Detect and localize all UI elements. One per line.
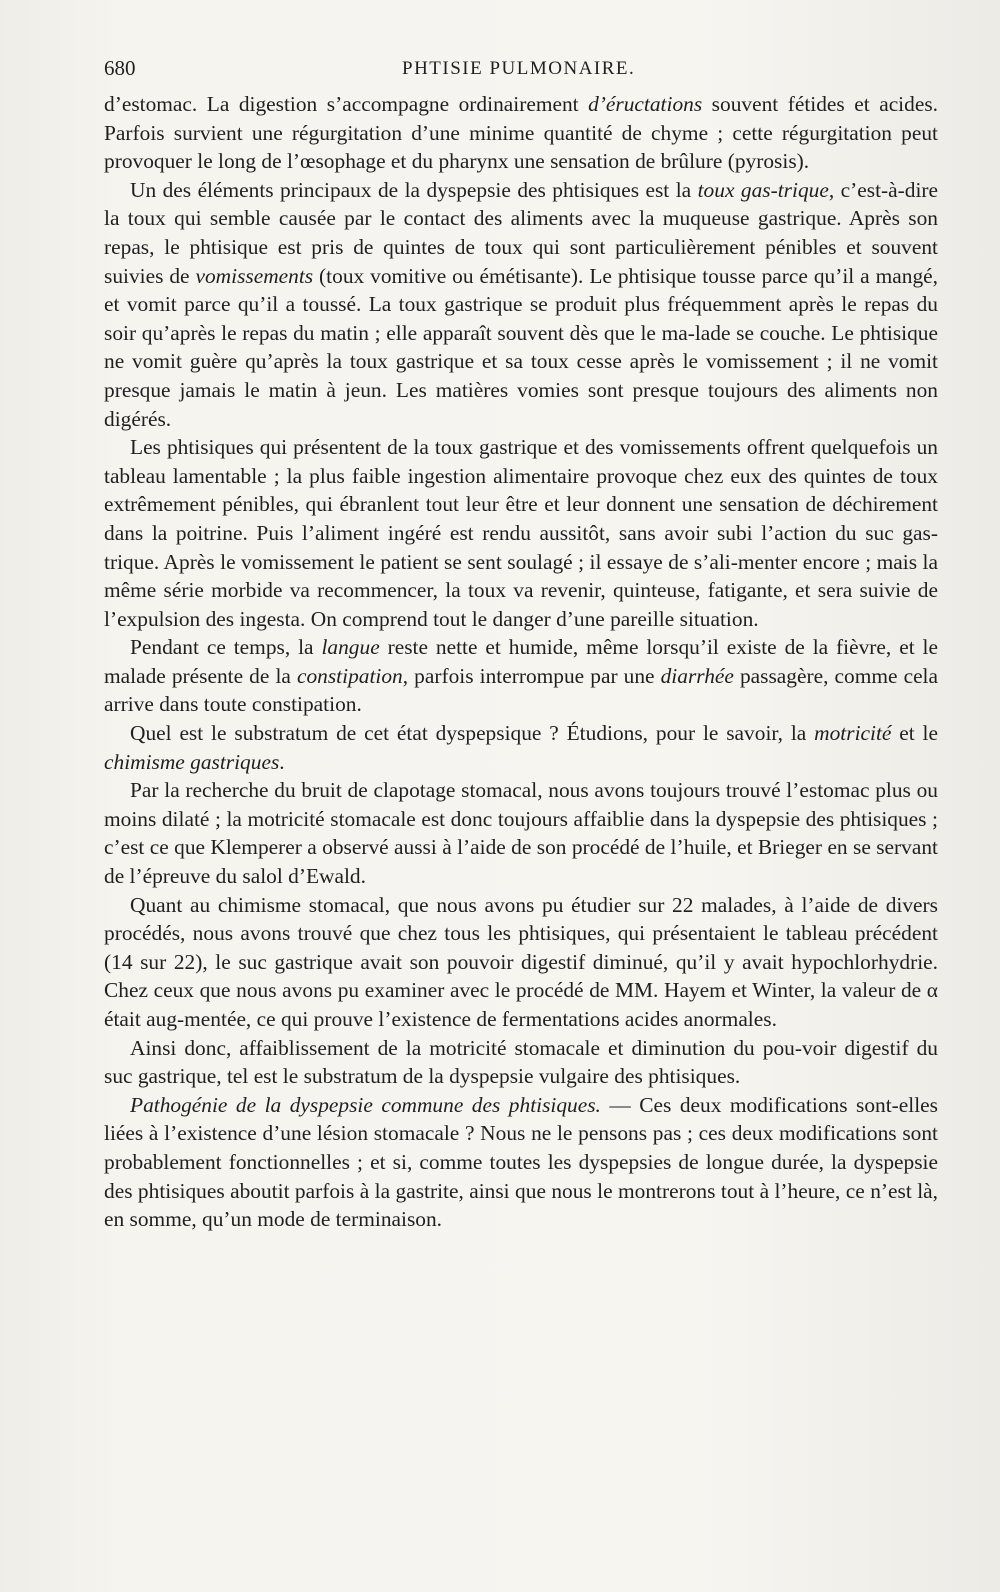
text-run: — Ces deux modifications sont-elles liées à l’existence d’une lésion stomacale ? Nous ne le pensons pas ; ces deux modifications sont probablement fonctionnelles ; et si, comme toutes les dyspepsies de longue durée, la dyspepsie des phtisiques aboutit parfois à la gastrite, ainsi que nous le montrerons tout à l’heure, ce n’est là, en somme, qu’un mode de terminaison. <box>104 1092 938 1232</box>
paragraph <box>104 1034 938 1091</box>
paragraph <box>104 1091 938 1234</box>
text-run: Quant au chimisme stomacal, que nous avons pu étudier sur 22 malades, à l’aide de divers procédés, nous avons trouvé que chez tous les phtisiques, qui présentaient le tableau précédent (14 sur 22), le suc gastrique avait son pouvoir digestif diminué, qu’il y avait hypochlorhydrie. Chez ceux que nous avons pu examiner avec le procédé de MM. Hayem et Winter, la valeur de α était aug-mentée, ce qui prouve l’existence de fermentations acides anormales. <box>104 892 938 1031</box>
italic-run: d’éructations <box>588 92 703 116</box>
text-run: , parfois interrompue par une <box>402 663 661 688</box>
italic-run: motricité <box>814 721 892 746</box>
paragraph <box>104 891 938 1034</box>
page-number: 680 <box>104 56 136 80</box>
text-run: souvent fétides et acides. Parfois survient une régurgitation d’une minime quantité de chyme ; cette régurgitation peut provoquer le long de l’œsophage et du pharynx une sensation de brûlure (pyrosis). <box>104 92 938 174</box>
text-run: Un des éléments principaux de la dyspepsie des phtisiques est la <box>130 177 698 202</box>
italic-run: diarrhée <box>660 663 734 688</box>
paragraph <box>104 90 938 176</box>
text-run: Les phtisiques qui présentent de la toux gastrique et des vomissements offrent quelquefois un tableau lamentable ; la plus faible ingestion alimentaire provoque chez eux des quintes de toux extrêmement pénibles, qui ébranlent tout leur être et leur donnent une sensation de déchirement dans la poitrine. Puis l’aliment ingéré est rendu aussitôt, sans avoir subi l’action du suc gas-trique. Après le vomissement le patient se sent soulagé ; il essaye de s’ali-menter encore ; mais la même série morbide va recommencer, la toux va revenir, quinteuse, fatigante, et sera suivie de l’expulsion des ingesta. On comprend tout le danger d’une pareille situation. <box>104 435 938 631</box>
paragraph <box>104 719 938 776</box>
italic-run: langue <box>321 635 380 660</box>
text-run: Par la recherche du bruit de clapotage stomacal, nous avons toujours trouvé l’estomac plus ou moins dilaté ; la motricité stomacale est donc toujours affaiblie dans la dyspepsie des phtisiques ; c’est ce que Klemperer a observé aussi à l’aide de son procédé de l’huile, et Brieger en se servant de l’épreuve du salol d’Ewald. <box>104 778 938 889</box>
text-run: passagère, comme cela arrive dans toute constipation. <box>104 663 938 717</box>
text-run: et le <box>891 721 938 746</box>
text-run: , c’est-à-dire la toux qui semble causée par le contact des aliments avec la muqueuse gastrique. Après son repas, le phtisique est pris de quintes de toux qui sont particulièrement pénibles et souvent suivies de <box>104 177 939 288</box>
italic-run: chimisme gastriques <box>104 749 280 774</box>
body-text <box>104 90 938 1234</box>
text-run: d’estomac. La digestion s’accompagne ordinairement <box>104 92 589 116</box>
paragraph <box>104 176 938 433</box>
italic-run: Pathogénie de la dyspepsie commune des phtisiques. <box>130 1092 601 1117</box>
text-run: reste nette et humide, même lorsqu’il existe de la fièvre, et le malade présente de la <box>104 635 938 688</box>
text-run: (toux vomitive ou émétisante). Le phtisique tousse parce qu’il a mangé, et vomit parce qu’il a toussé. La toux gastrique se produit plus fréquemment après le repas du soir qu’après le repas du matin ; elle apparaît souvent dès que le ma-lade se couche. Le phtisique ne vomit guère qu’après la toux gastrique et sa toux cesse après le vomissement ; il ne vomit presque jamais le matin à jeun. Les matières vomies sont presque toujours des aliments non digérés. <box>104 263 938 431</box>
paragraph <box>104 776 938 890</box>
paragraph <box>104 633 938 719</box>
paragraph <box>104 433 938 633</box>
running-title: PHTISIE PULMONAIRE. <box>402 58 636 79</box>
italic-run: toux gas-trique <box>697 177 829 202</box>
page-header <box>104 56 940 90</box>
italic-run: vomissements <box>195 263 314 288</box>
text-run: Pendant ce temps, la <box>130 635 322 660</box>
text-run: Quel est le substratum de cet état dyspepsique ? Étudions, pour le savoir, la <box>130 721 815 746</box>
text-run: Ainsi donc, affaiblissement de la motricité stomacale et diminution du pou-voir digestif du suc gastrique, tel est le substratum de la dyspepsie vulgaire des phtisiques. <box>104 1035 938 1089</box>
text-run: . <box>279 749 285 774</box>
italic-run: constipation <box>296 663 403 688</box>
